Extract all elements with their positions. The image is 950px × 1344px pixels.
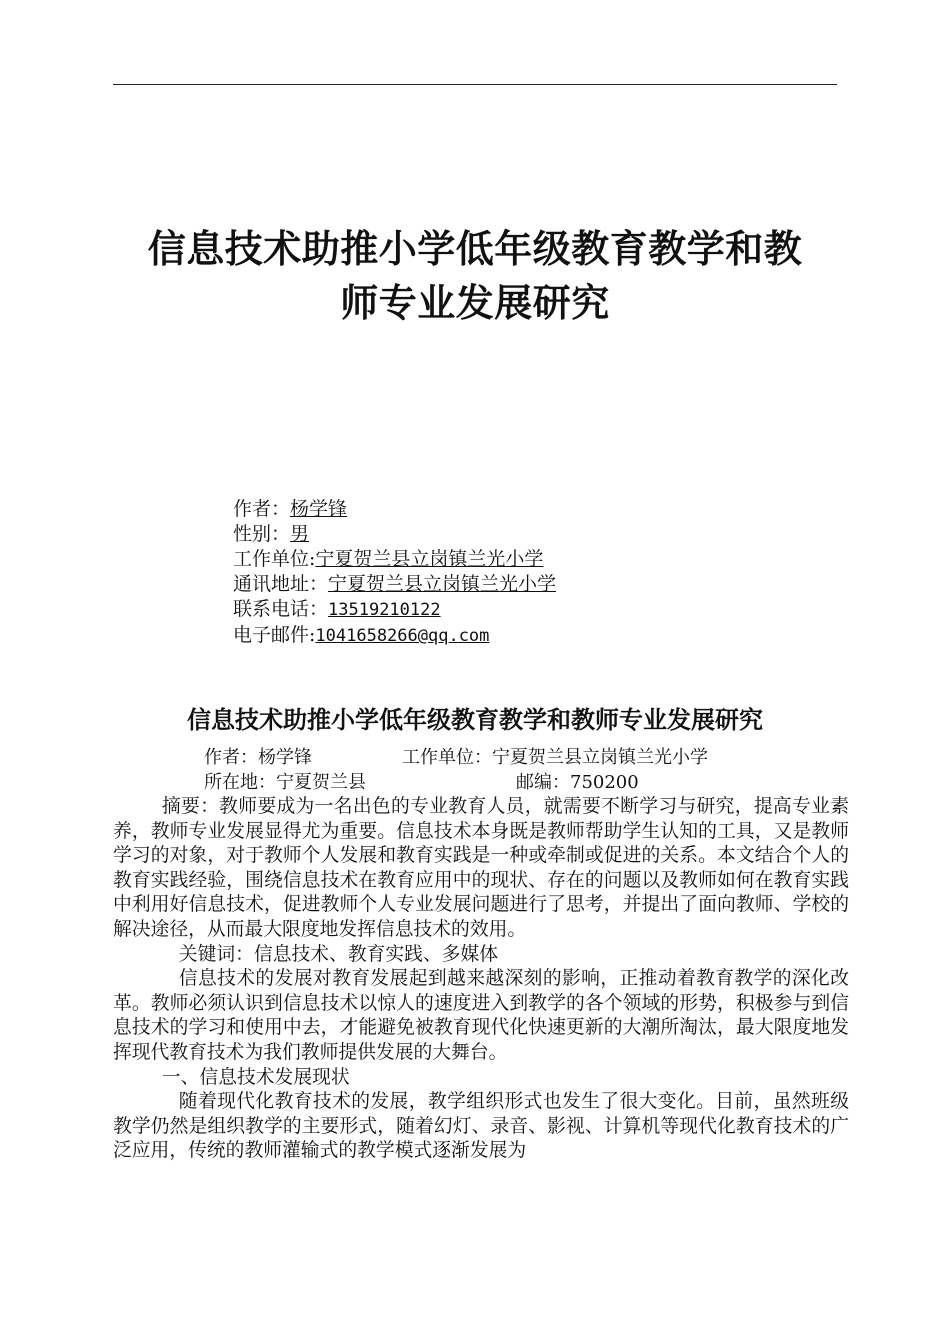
author-label: 作者： — [233, 498, 291, 520]
address-row — [233, 572, 556, 597]
section-heading-1: 一、信息技术发展现状 — [161, 1066, 350, 1088]
email-row — [233, 623, 556, 649]
email-label: 电子邮件: — [233, 624, 316, 646]
gender-label: 性别： — [233, 523, 291, 545]
author-value: 杨学锋 — [290, 498, 348, 520]
unit-label: 工作单位: — [233, 548, 316, 570]
unit-value: 宁夏贺兰县立岗镇兰光小学 — [315, 548, 544, 570]
email-link[interactable]: 1041658266@qq.com — [315, 626, 490, 646]
header-rule — [113, 84, 837, 85]
cover-title — [100, 222, 850, 330]
author-row — [233, 497, 556, 522]
keywords-paragraph: 关键词：信息技术、教育实践、多媒体 — [178, 943, 499, 965]
phone-label: 联系电话： — [233, 598, 329, 620]
address-value: 宁夏贺兰县立岗镇兰光小学 — [328, 573, 557, 595]
article-meta-row-1 — [204, 746, 708, 770]
article-unit: 工作单位：宁夏贺兰县立岗镇兰光小学 — [402, 747, 708, 768]
article-location: 所在地：宁夏贺兰县 — [204, 772, 366, 793]
address-label: 通讯地址： — [233, 573, 329, 595]
article-author: 作者：杨学锋 — [204, 747, 312, 768]
cover-title-line-2: 师专业发展研究 — [340, 281, 610, 325]
phone-value: 13519210122 — [328, 600, 441, 620]
cover-title-line-1: 信息技术助推小学低年级教育教学和教 — [147, 227, 803, 271]
author-info-block — [233, 497, 556, 649]
article-body — [113, 795, 849, 1164]
unit-row — [233, 547, 556, 572]
article-postcode: 邮编：750200 — [516, 772, 639, 793]
abstract-paragraph: 摘要：教师要成为一名出色的专业教育人员，就需要不断学习与研究，提高专业素养，教师专业发展显得尤为重要。信息技术本身既是教师帮助学生认知的工具，又是教师学习的对象，对于教师个人发展和教育实践是一种或牵制或促进的关系。本文结合个人的教育实践经验，围绕信息技术在教育应用中的现状、存在的问题以及教师如何在教育实践中利用好信息技术，促进教师个人专业发展问题进行了思考，并提出了面向教师、学校的解决途径，从而最大限度地发挥信息技术的效用。 — [113, 796, 849, 940]
gender-value: 男 — [290, 523, 310, 545]
article-meta-row-2 — [204, 771, 639, 795]
gender-row — [233, 522, 556, 547]
phone-row — [233, 597, 556, 623]
article-title: 信息技术助推小学低年级教育教学和教师专业发展研究 — [187, 706, 763, 734]
intro-paragraph: 信息技术的发展对教育发展起到越来越深刻的影响，正推动着教育教学的深化改革。教师必须认识到信息技术以惊人的速度进入到教学的各个领域的形势，积极参与到信息技术的学习和使用中去，才能避免被教育现代化快速更新的大潮所淘汰，最大限度地发挥现代教育技术为我们教师提供发展的大舞台。 — [113, 968, 849, 1063]
section-1-paragraph: 随着现代化教育技术的发展，教学组织形式也发生了很大变化。目前，虽然班级教学仍然是组织教学的主要形式，随着幻灯、录音、影视、计算机等现代化教育技术的广泛应用，传统的教师灌输式的教学模式逐渐发展为 — [113, 1091, 849, 1162]
